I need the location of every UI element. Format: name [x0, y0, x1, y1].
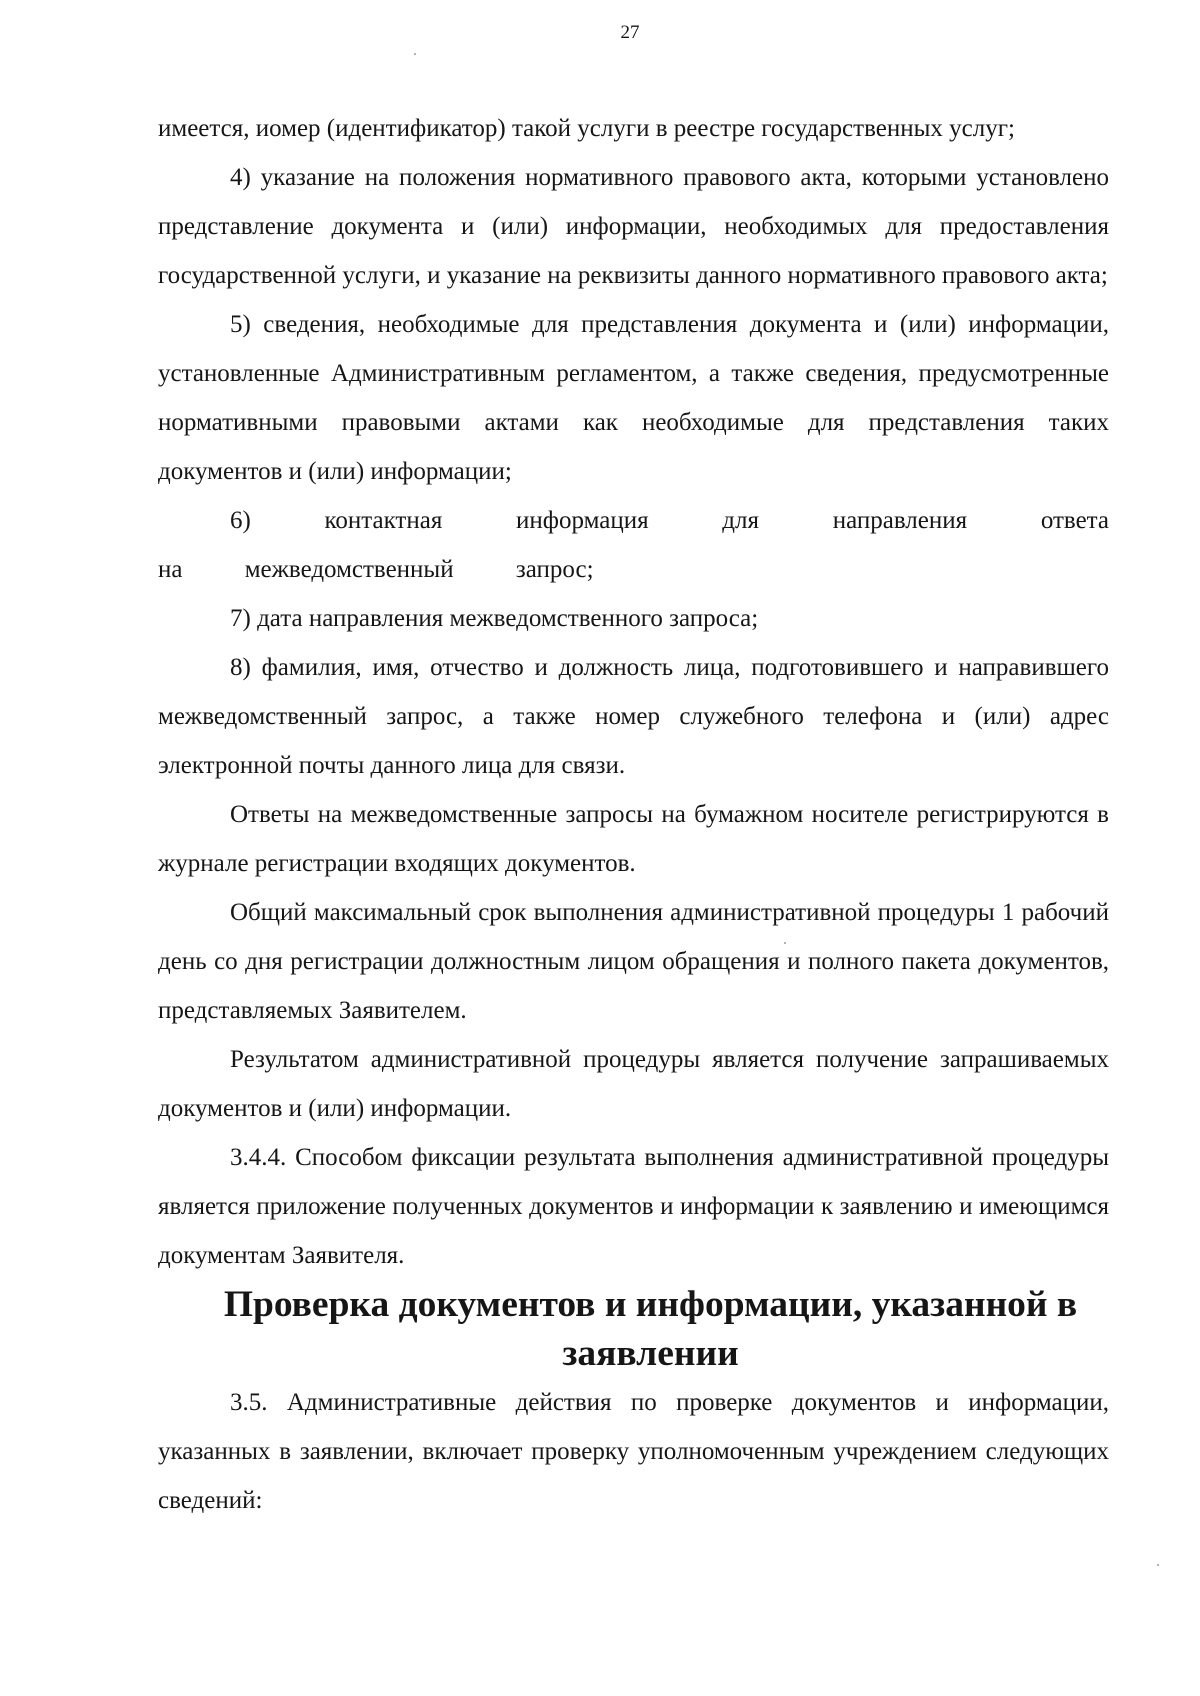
paragraph-responses: Ответы на межведомственные запросы на бумажном носителе регистрируются в журнале регистрации входящих документов. — [158, 801, 1109, 877]
list-item-5: 5) сведения, необходимые для представления документа и (или) информации, установленные Административным регламентом, а также сведения, предусмотренные нормативными правовыми актами как необходимые для представления таких документов и (или) информации; — [158, 311, 1109, 485]
paragraph-continuation: имеется, иомер (идентификатор) такой услуги в реестре государственных услуг; — [158, 115, 1015, 142]
paragraph-3-5: 3.5. Административные действия по проверке документов и информации, указанных в заявлении, включает проверку уполномоченным учреждением следующих сведений: — [158, 1389, 1109, 1514]
scan-speck — [784, 942, 786, 944]
scan-speck — [414, 53, 416, 55]
scan-speck — [1157, 1564, 1159, 1566]
document-body — [158, 104, 1109, 1525]
list-item-7: 7) дата направления межведомственного запроса; — [230, 605, 759, 632]
paragraph-3-4-4: 3.4.4. Способом фиксации результата выполнения административной процедуры является приложение полученных документов и информации к заявлению и имеющимся документам Заявителя. — [158, 1144, 1109, 1269]
list-item-6: 6) контактная информация для направления ответа на межведомственный запрос; — [158, 507, 1109, 583]
section-heading: Проверка документов и информации, указанной в заявлении — [223, 1284, 1078, 1374]
list-item-4: 4) указание на положения нормативного правового акта, которыми установлено представление документа и (или) информации, необходимых для предоставления государственной услуги, и указание на реквизиты данного нормативного правового акта; — [158, 164, 1109, 289]
paragraph-max-term: Общий максимальный срок выполнения административной процедуры 1 рабочий день со дня регистрации должностным лицом обращения и полного пакета документов, представляемых Заявителем. — [158, 899, 1109, 1024]
paragraph-result: Результатом административной процедуры является получение запрашиваемых документов и (или) информации. — [158, 1046, 1109, 1122]
list-item-8: 8) фамилия, имя, отчество и должность лица, подготовившего и направившего межведомственный запрос, а также номер служебного телефона и (или) адрес электронной почты данного лица для связи. — [158, 654, 1109, 779]
page-number: 27 — [620, 22, 640, 43]
